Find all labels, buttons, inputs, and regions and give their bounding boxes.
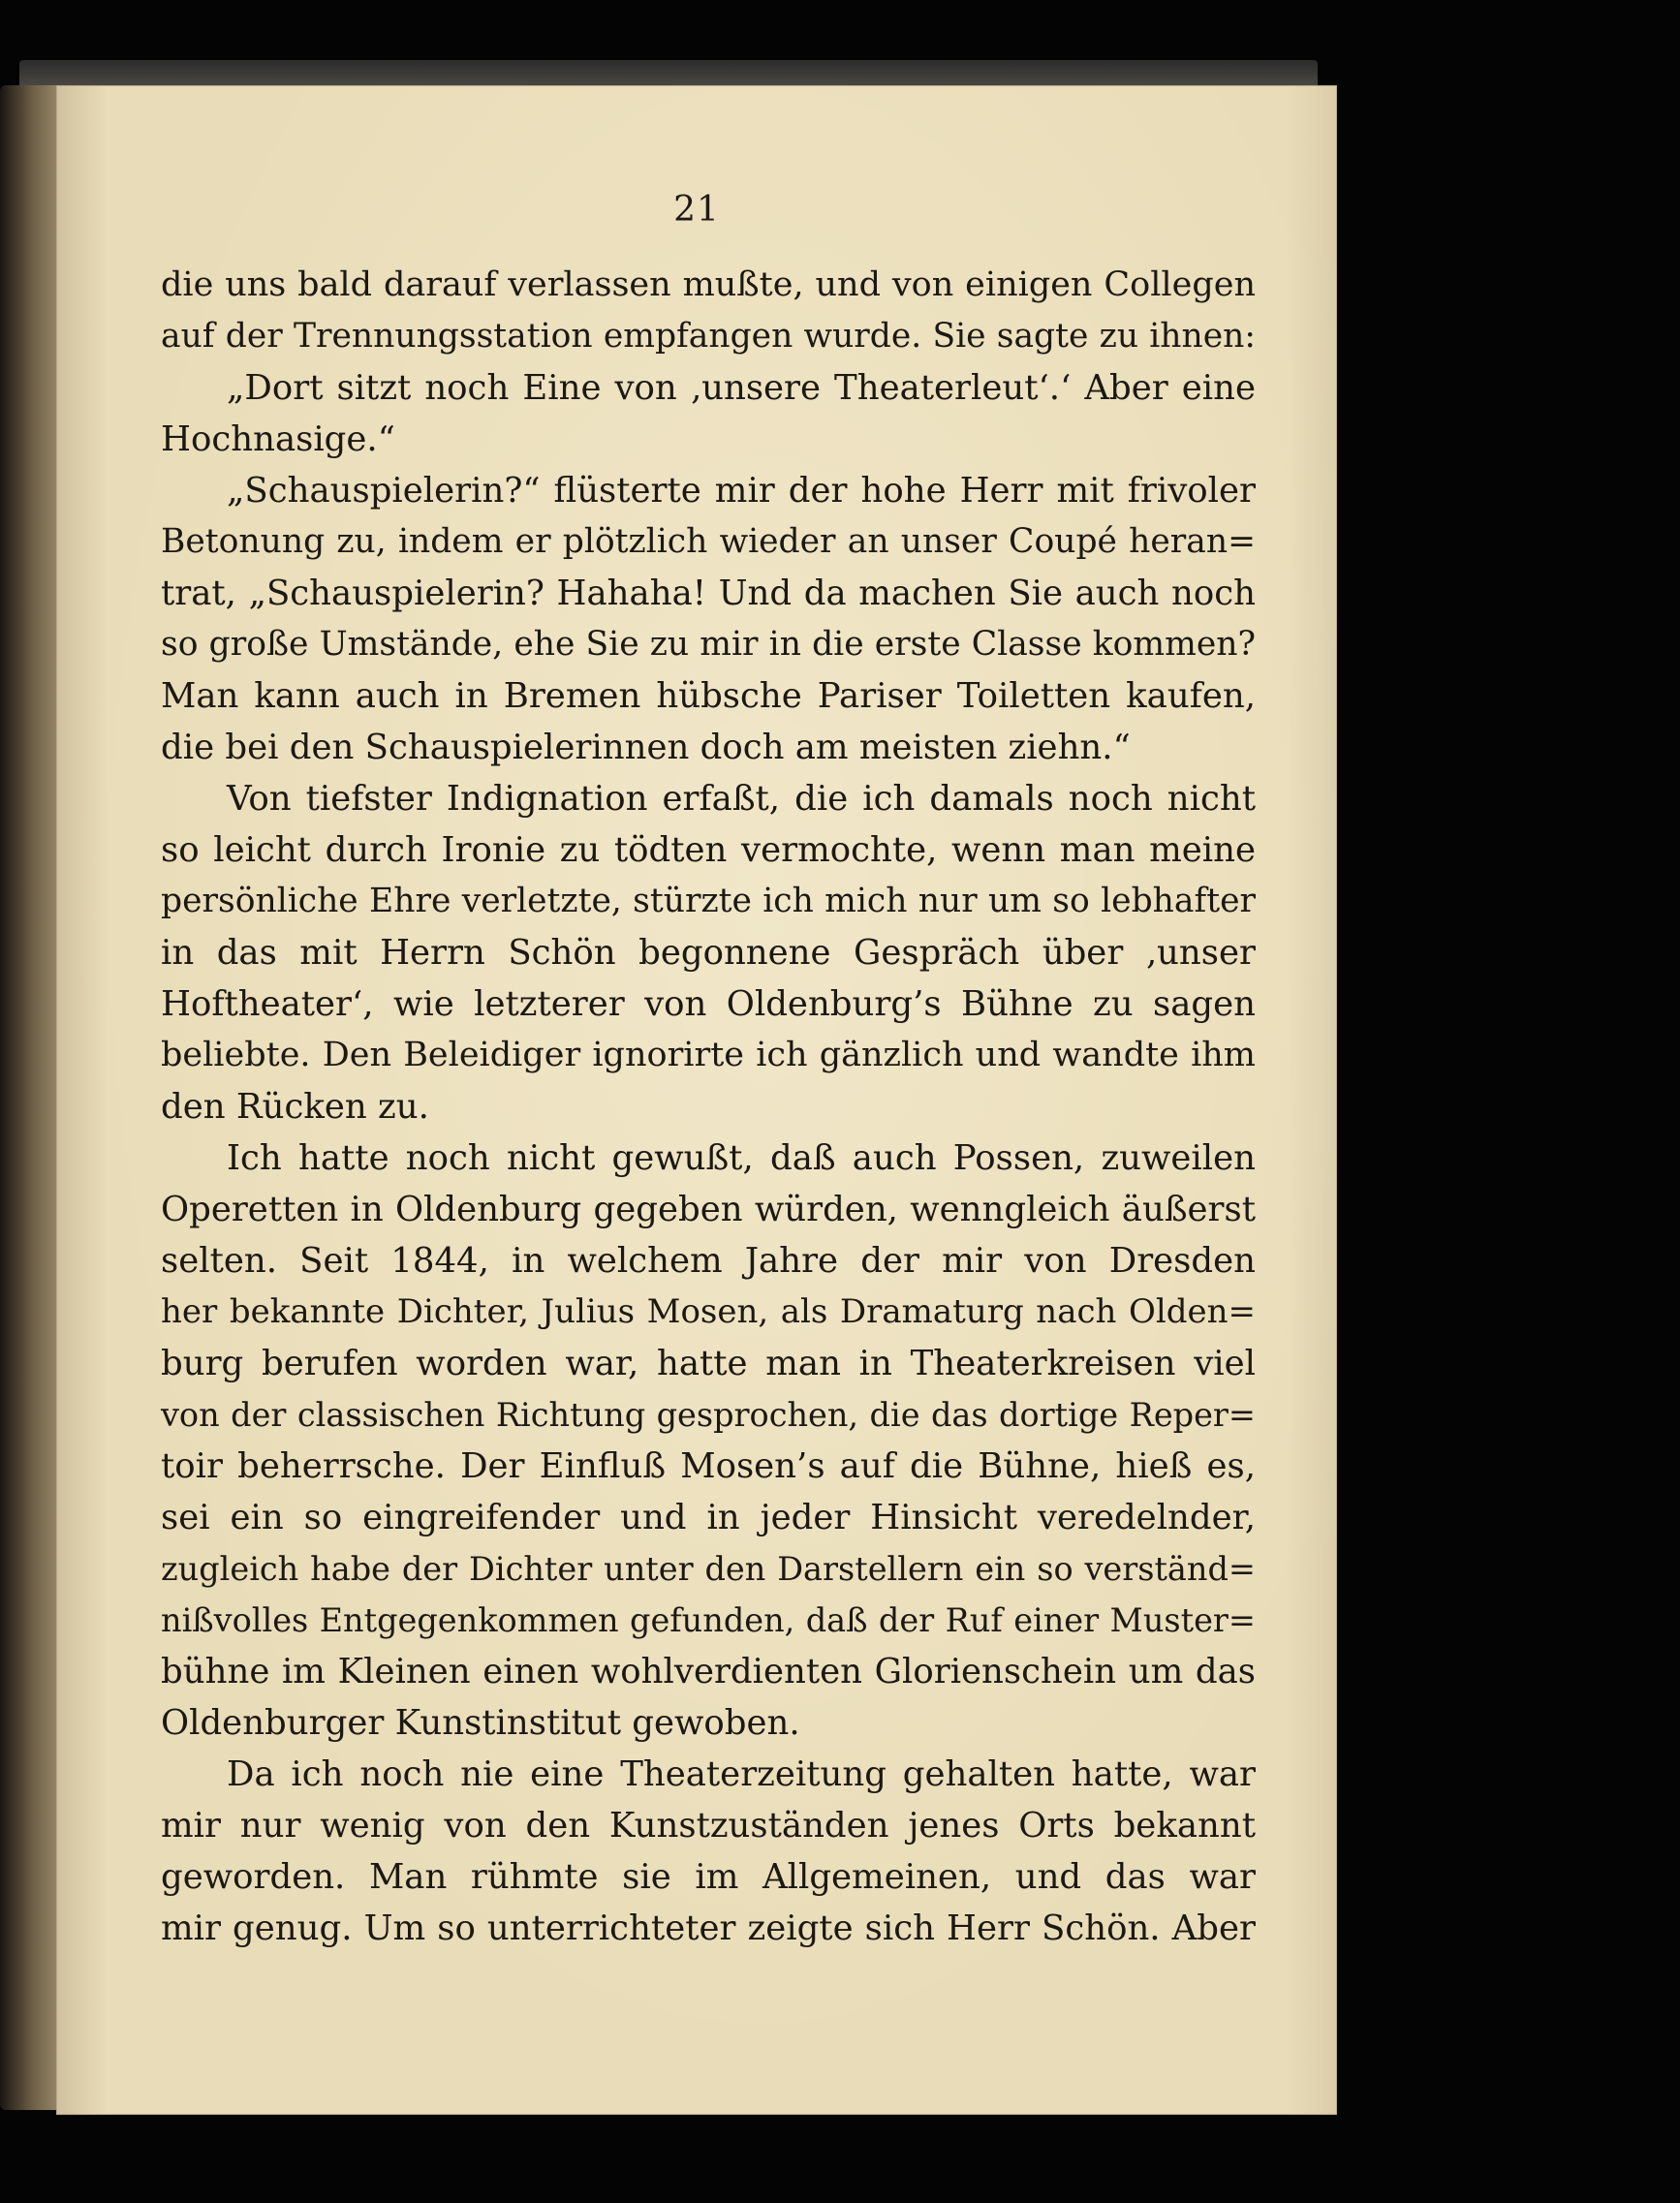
book-page [56,85,1337,2115]
text-line: Hochnasige.“ [161,419,395,459]
text-line: beliebte. Den Beleidiger ignorirte ich gänzlich und wandte ihm [161,1036,1256,1074]
text-line: „Dort sitzt noch Eine von ‚unsere Theaterleut‘.‘ Aber eine [227,368,1256,408]
text-line: Da ich noch nie eine Theaterzeitung gehalten hatte, war [227,1754,1256,1794]
text-line: Operetten in Oldenburg gegeben würden, wenngleich äußerst [161,1190,1256,1229]
page-text [161,260,1256,1954]
text-line: toir beherrsche. Der Einfluß Mosen’s auf die Bühne, hieß es, [161,1446,1256,1486]
text-line: selten. Seit 1844, in welchem Jahre der mir von Dresden [161,1241,1256,1281]
text-line: Ich hatte noch nicht gewußt, daß auch Possen, zuweilen [227,1138,1256,1178]
text-line: mir genug. Um so unterrichteter zeigte sich Herr Schön. Aber [161,1908,1256,1948]
text-line: her bekannte Dichter, Julius Mosen, als Dramaturg nach Olden= [161,1292,1256,1331]
text-line: von der classischen Richtung gesprochen, die das dortige Reper= [161,1396,1256,1434]
text-line: so leicht durch Ironie zu tödten vermochte, wenn man meine [161,830,1256,870]
text-line: auf der Trennungsstation empfangen wurde. Sie sagte zu ihnen: [161,317,1256,356]
text-line: in das mit Herrn Schön begonnene Gespräch über ‚unser [161,933,1256,973]
text-line: den Rücken zu. [161,1087,429,1127]
page-number: 21 [673,190,720,230]
text-line: Betonung zu, indem er plötzlich wieder an unser Coupé heran= [161,522,1256,561]
text-line: so große Umstände, ehe Sie zu mir in die erste Classe kommen? [161,625,1256,664]
book-spine-edge [0,85,60,2110]
text-line: die uns bald darauf verlassen mußte, und von einigen Collegen [161,265,1256,304]
text-line: persönliche Ehre verletzte, stürzte ich mich nur um so lebhafter [161,882,1256,920]
text-line: die bei den Schauspielerinnen doch am meisten ziehn.“ [161,728,1131,767]
text-line: nißvolles Entgegenkommen gefunden, daß der Ruf einer Muster= [161,1601,1256,1639]
text-line: geworden. Man rühmte sie im Allgemeinen, und das war [161,1857,1256,1897]
text-line: trat, „Schauspielerin? Hahaha! Und da machen Sie auch noch [161,574,1256,613]
text-line: mir nur wenig von den Kunstzuständen jenes Orts bekannt [161,1806,1256,1846]
text-line: bühne im Kleinen einen wohlverdienten Glorienschein um das [161,1652,1256,1691]
text-line: Man kann auch in Bremen hübsche Pariser Toiletten kaufen, [161,676,1256,716]
text-line: Oldenburger Kunstinstitut gewoben. [161,1703,800,1743]
text-line: Von tiefster Indignation erfaßt, die ich damals noch nicht [227,779,1256,819]
text-line: burg berufen worden war, hatte man in Theaterkreisen viel [161,1344,1256,1383]
text-line: sei ein so eingreifender und in jeder Hinsicht veredelnder, [161,1498,1256,1537]
text-line: „Schauspielerin?“ flüsterte mir der hohe Herr mit frivoler [227,471,1256,511]
text-line: Hoftheater‘, wie letzterer von Oldenburg’s Bühne zu sagen [161,984,1256,1024]
text-line: zugleich habe der Dichter unter den Darstellern ein so verständ= [161,1550,1256,1588]
